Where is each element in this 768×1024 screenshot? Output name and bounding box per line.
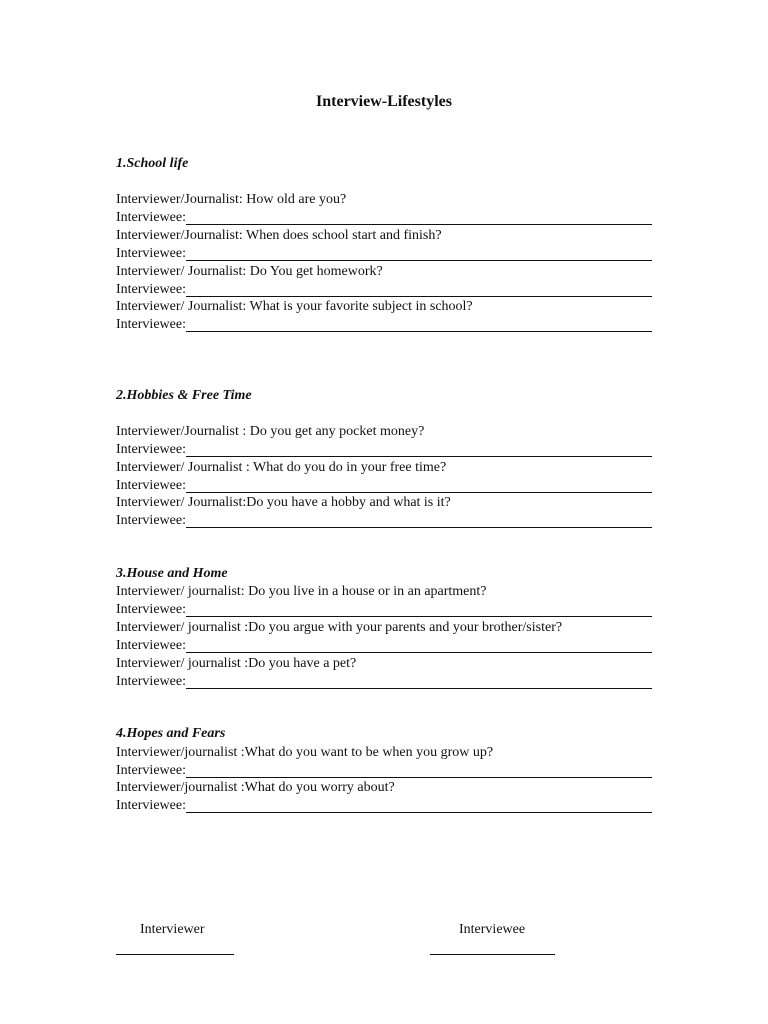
section-heading-hopes-fears: 4.Hopes and Fears bbox=[116, 726, 226, 741]
answer-blank[interactable] bbox=[186, 763, 652, 778]
interviewer-signature-line[interactable] bbox=[116, 954, 234, 955]
question-line: Interviewer/ journalist: Do you live in a house or in an apartment? bbox=[116, 584, 487, 599]
interviewee-signature-label: Interviewee bbox=[459, 922, 526, 937]
question-line: Interviewer/ Journalist : What do you do in your free time? bbox=[116, 460, 447, 475]
answer-label: Interviewee: bbox=[116, 442, 186, 457]
answer-label: Interviewee: bbox=[116, 602, 186, 617]
question-line: Interviewer/journalist :What do you want to be when you grow up? bbox=[116, 745, 494, 760]
section-heading-school-life: 1.School life bbox=[116, 156, 189, 171]
answer-label: Interviewee: bbox=[116, 674, 186, 689]
question-line: Interviewer/journalist :What do you worry about? bbox=[116, 780, 395, 795]
answer-line[interactable] bbox=[116, 477, 652, 495]
answer-blank[interactable] bbox=[186, 602, 652, 617]
answer-line[interactable] bbox=[116, 209, 652, 227]
section-heading-house-home: 3.House and Home bbox=[116, 566, 228, 581]
question-line: Interviewer/Journalist : Do you get any pocket money? bbox=[116, 424, 425, 439]
question-line: Interviewer/ Journalist: What is your favorite subject in school? bbox=[116, 299, 473, 314]
answer-line[interactable] bbox=[116, 673, 652, 691]
question-line: Interviewer/ journalist :Do you have a pet? bbox=[116, 656, 357, 671]
answer-label: Interviewee: bbox=[116, 210, 186, 225]
answer-blank[interactable] bbox=[186, 513, 652, 528]
answer-line[interactable] bbox=[116, 316, 652, 334]
interviewee-signature-line[interactable] bbox=[430, 954, 555, 955]
answer-line[interactable] bbox=[116, 512, 652, 530]
answer-blank[interactable] bbox=[186, 317, 652, 332]
answer-line[interactable] bbox=[116, 245, 652, 263]
answer-label: Interviewee: bbox=[116, 478, 186, 493]
question-line: Interviewer/ Journalist: Do You get homework? bbox=[116, 264, 383, 279]
answer-line[interactable] bbox=[116, 637, 652, 655]
answer-blank[interactable] bbox=[186, 638, 652, 653]
answer-line[interactable] bbox=[116, 281, 652, 299]
answer-blank[interactable] bbox=[186, 674, 652, 689]
answer-label: Interviewee: bbox=[116, 282, 186, 297]
section-heading-hobbies: 2.Hobbies & Free Time bbox=[116, 388, 252, 403]
question-line: Interviewer/Journalist: How old are you? bbox=[116, 192, 347, 207]
question-line: Interviewer/Journalist: When does school start and finish? bbox=[116, 228, 442, 243]
answer-blank[interactable] bbox=[186, 246, 652, 261]
answer-label: Interviewee: bbox=[116, 513, 186, 528]
answer-line[interactable] bbox=[116, 797, 652, 815]
answer-label: Interviewee: bbox=[116, 798, 186, 813]
answer-line[interactable] bbox=[116, 762, 652, 780]
answer-label: Interviewee: bbox=[116, 763, 186, 778]
page-title: Interview-Lifestyles bbox=[316, 93, 452, 110]
answer-line[interactable] bbox=[116, 441, 652, 459]
question-line: Interviewer/ journalist :Do you argue with your parents and your brother/sister? bbox=[116, 620, 563, 635]
answer-blank[interactable] bbox=[186, 210, 652, 225]
answer-label: Interviewee: bbox=[116, 246, 186, 261]
answer-blank[interactable] bbox=[186, 282, 652, 297]
answer-label: Interviewee: bbox=[116, 638, 186, 653]
answer-label: Interviewee: bbox=[116, 317, 186, 332]
interviewer-signature-label: Interviewer bbox=[140, 922, 205, 937]
answer-blank[interactable] bbox=[186, 442, 652, 457]
answer-blank[interactable] bbox=[186, 478, 652, 493]
answer-blank[interactable] bbox=[186, 798, 652, 813]
question-line: Interviewer/ Journalist:Do you have a hobby and what is it? bbox=[116, 495, 451, 510]
answer-line[interactable] bbox=[116, 601, 652, 619]
